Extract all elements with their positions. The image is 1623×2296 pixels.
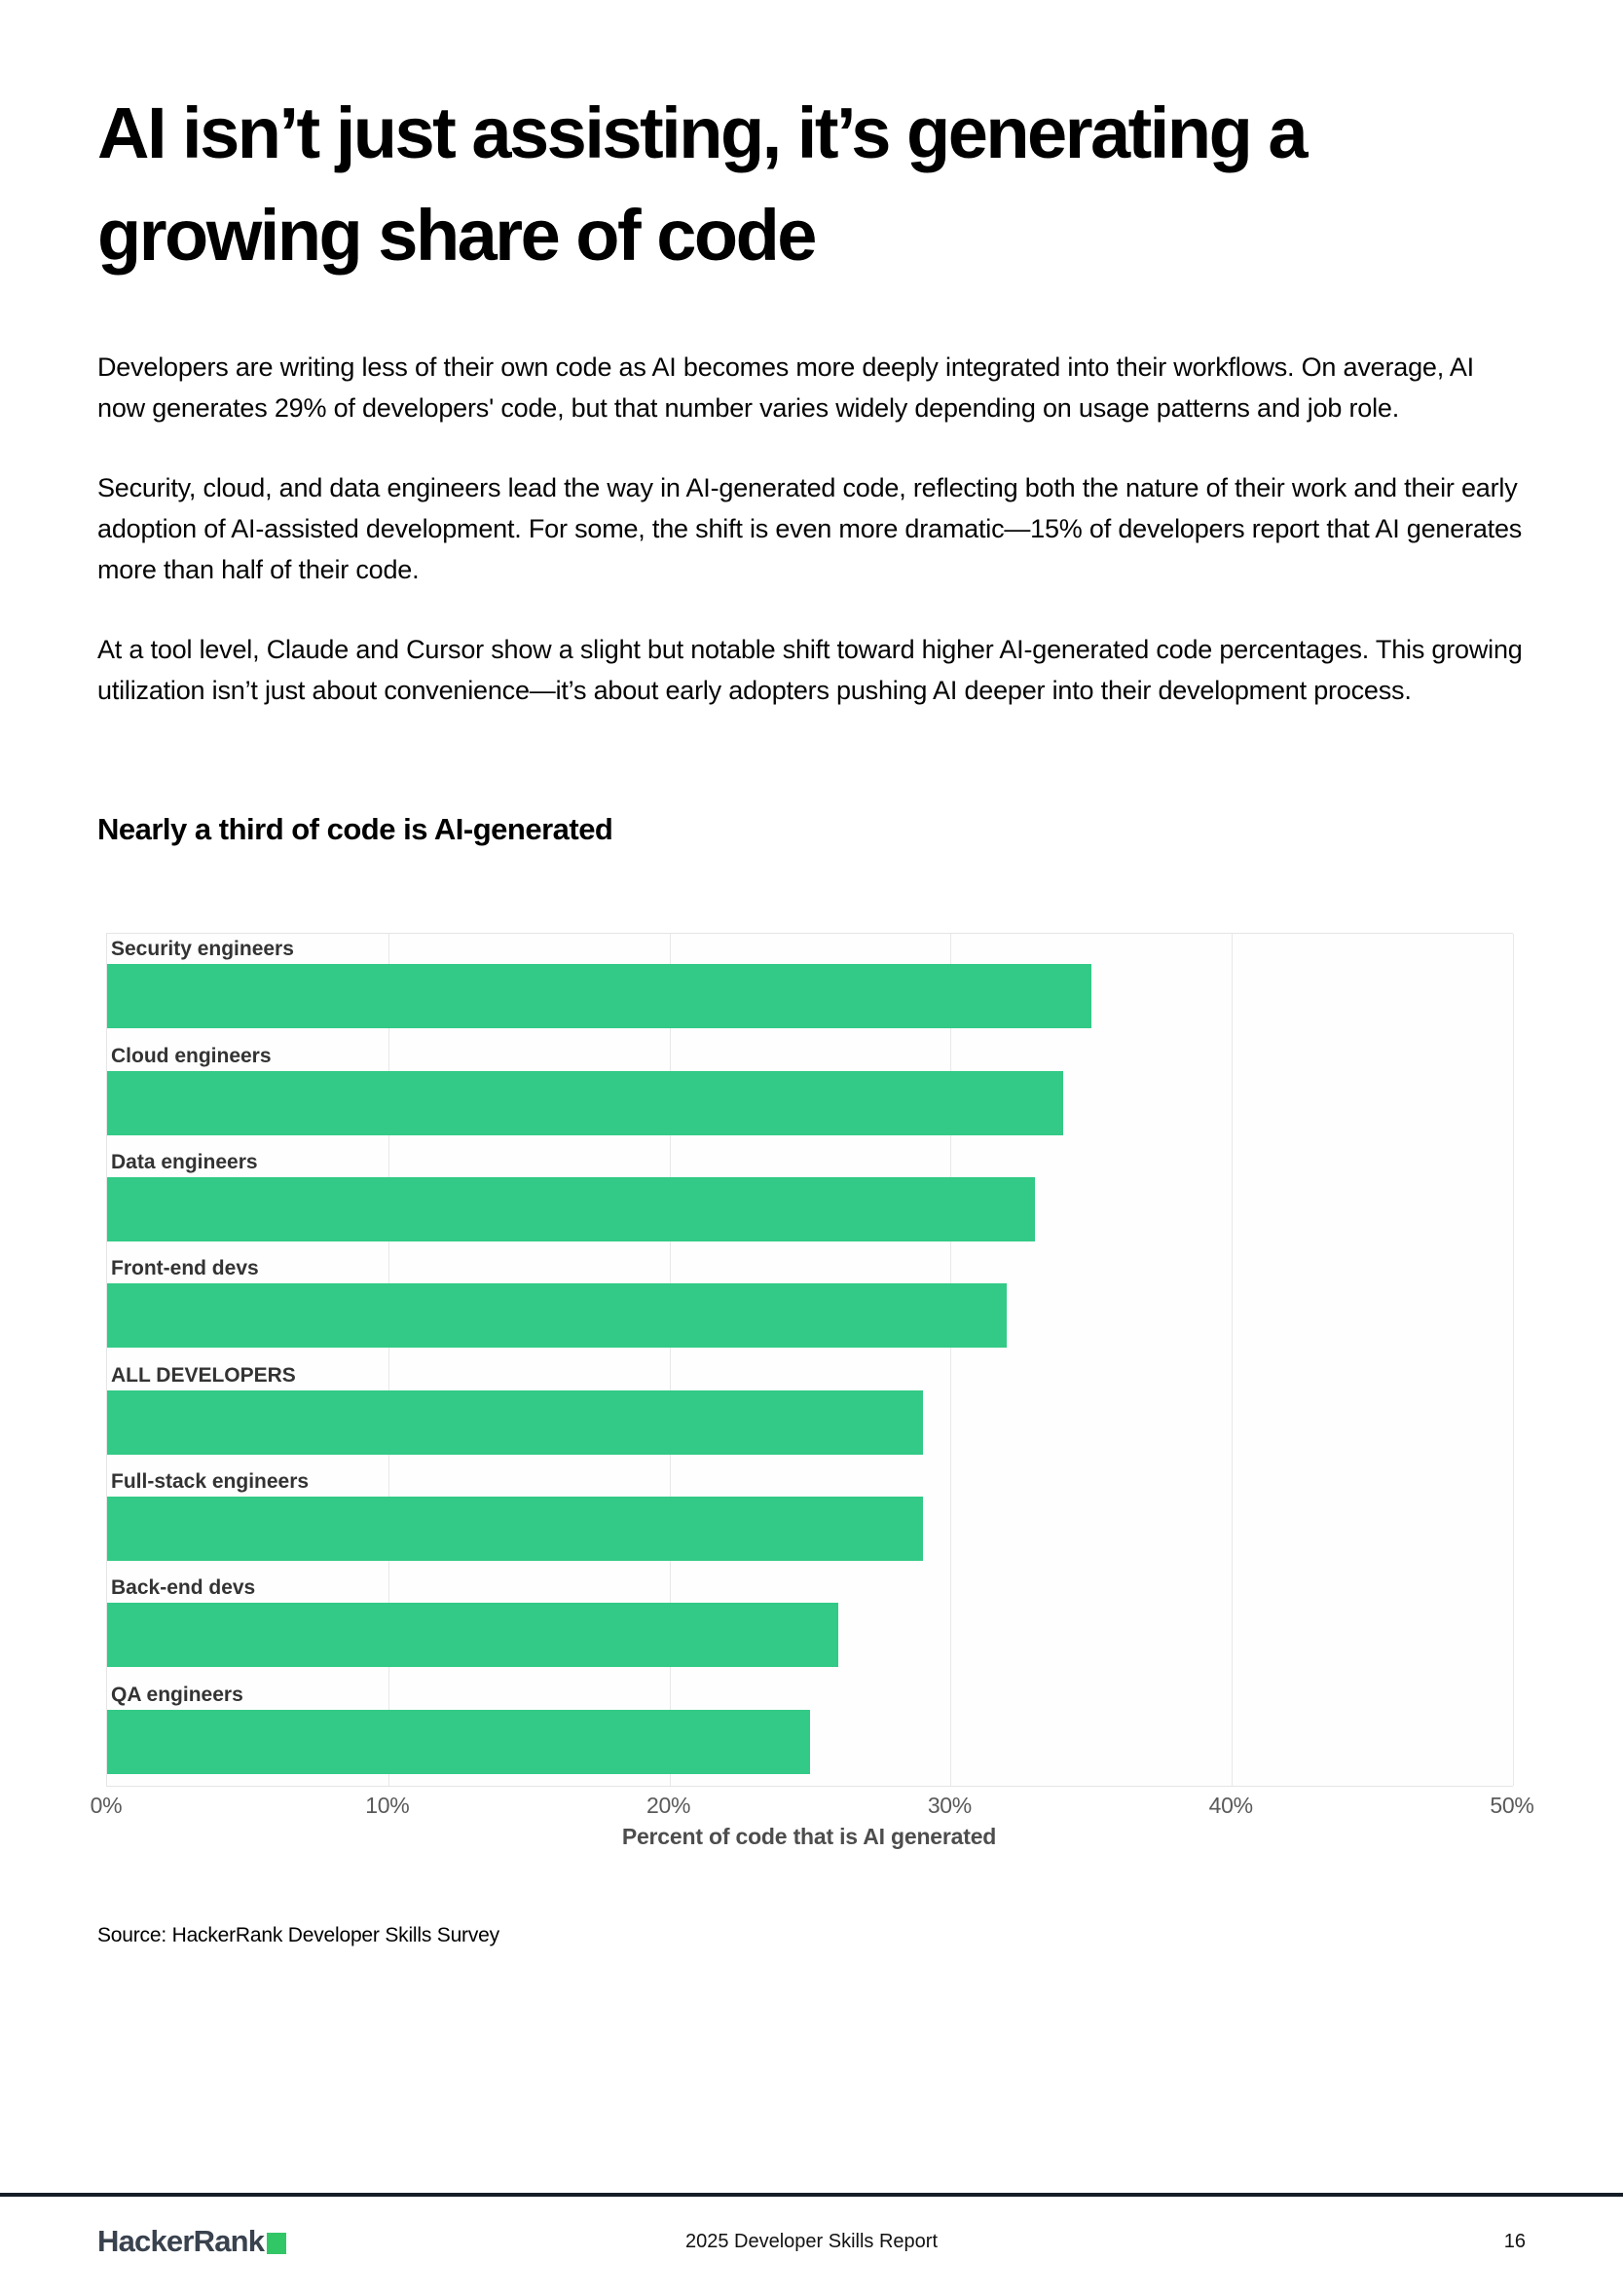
value-bar <box>107 1177 1035 1241</box>
bar-chart <box>90 933 1534 1850</box>
footer-page-number: 16 <box>1503 2230 1526 2252</box>
bar-category-label: Cloud engineers <box>111 1044 272 1067</box>
x-tick-label: 30% <box>927 1793 972 1819</box>
hackerrank-logo-square-icon <box>267 2233 286 2254</box>
chart-row <box>107 1466 1513 1573</box>
x-tick-label: 10% <box>365 1793 410 1819</box>
value-bar <box>107 1603 838 1667</box>
footer <box>97 2220 1526 2263</box>
x-tick-label: 0% <box>90 1793 123 1819</box>
value-bar <box>107 964 1091 1028</box>
value-bar <box>107 1497 923 1561</box>
page-title-line-2: growing share of code <box>97 195 815 277</box>
bar-category-label: ALL DEVELOPERS <box>111 1363 296 1387</box>
value-bar <box>107 1283 1007 1348</box>
paragraph-1: Developers are writing less of their own code as AI becomes more deeply integrated into their workflows. On average, AI now generates 29% of developers' code, but that number varies widely depending on usage patterns and job role. <box>97 352 1474 424</box>
bar-category-label: Front-end devs <box>111 1257 259 1280</box>
paragraph-2: Security, cloud, and data engineers lead the way in AI-generated code, reflecting both the nature of their work and their early adoption of AI-assisted development. For some, the shift is even more dramatic—15% of developers report that AI generates more than half of their code. <box>97 473 1523 585</box>
chart-row <box>107 1253 1513 1359</box>
chart-row <box>107 1680 1513 1786</box>
bar-category-label: Security engineers <box>111 938 294 961</box>
bar-category-label: QA engineers <box>111 1683 243 1706</box>
bar-category-label: Data engineers <box>111 1150 258 1173</box>
footer-logo <box>97 2224 685 2259</box>
gridline <box>1513 934 1514 1786</box>
x-tick-label: 20% <box>646 1793 691 1819</box>
hackerrank-logo: HackerRank <box>97 2224 265 2258</box>
value-bar <box>107 1071 1063 1135</box>
x-axis-label: Percent of code that is AI generated <box>621 1824 997 1850</box>
paragraph-3: At a tool level, Claude and Cursor show a slight but notable shift toward higher AI-generated code percentages. This growing utilization isn’t just about convenience—it’s about early adopters pushing AI deeper into their development process. <box>97 635 1523 706</box>
chart-row <box>107 934 1513 1040</box>
chart-row <box>107 1147 1513 1253</box>
page-title-line-1: AI isn’t just assisting, it’s generating a <box>97 93 1306 173</box>
chart-row <box>107 1360 1513 1466</box>
chart-row <box>107 1041 1513 1147</box>
value-bar <box>107 1390 923 1455</box>
x-tick-label: 40% <box>1208 1793 1253 1819</box>
plot-area <box>106 933 1513 1787</box>
footer-report-name: 2025 Developer Skills Report <box>684 2230 939 2252</box>
x-tick-label: 50% <box>1490 1793 1534 1819</box>
body-text <box>97 347 1526 711</box>
footer-divider <box>0 2193 1623 2197</box>
value-bar <box>107 1710 810 1774</box>
bar-category-label: Back-end devs <box>111 1576 256 1600</box>
x-axis-ticks <box>90 1787 1534 1819</box>
page-title <box>97 0 1526 286</box>
chart-title: Nearly a third of code is AI-generated <box>97 812 613 847</box>
source-note: Source: HackerRank Developer Skills Survey <box>97 1924 499 1947</box>
chart-row <box>107 1573 1513 1679</box>
bar-category-label: Full-stack engineers <box>111 1470 310 1494</box>
